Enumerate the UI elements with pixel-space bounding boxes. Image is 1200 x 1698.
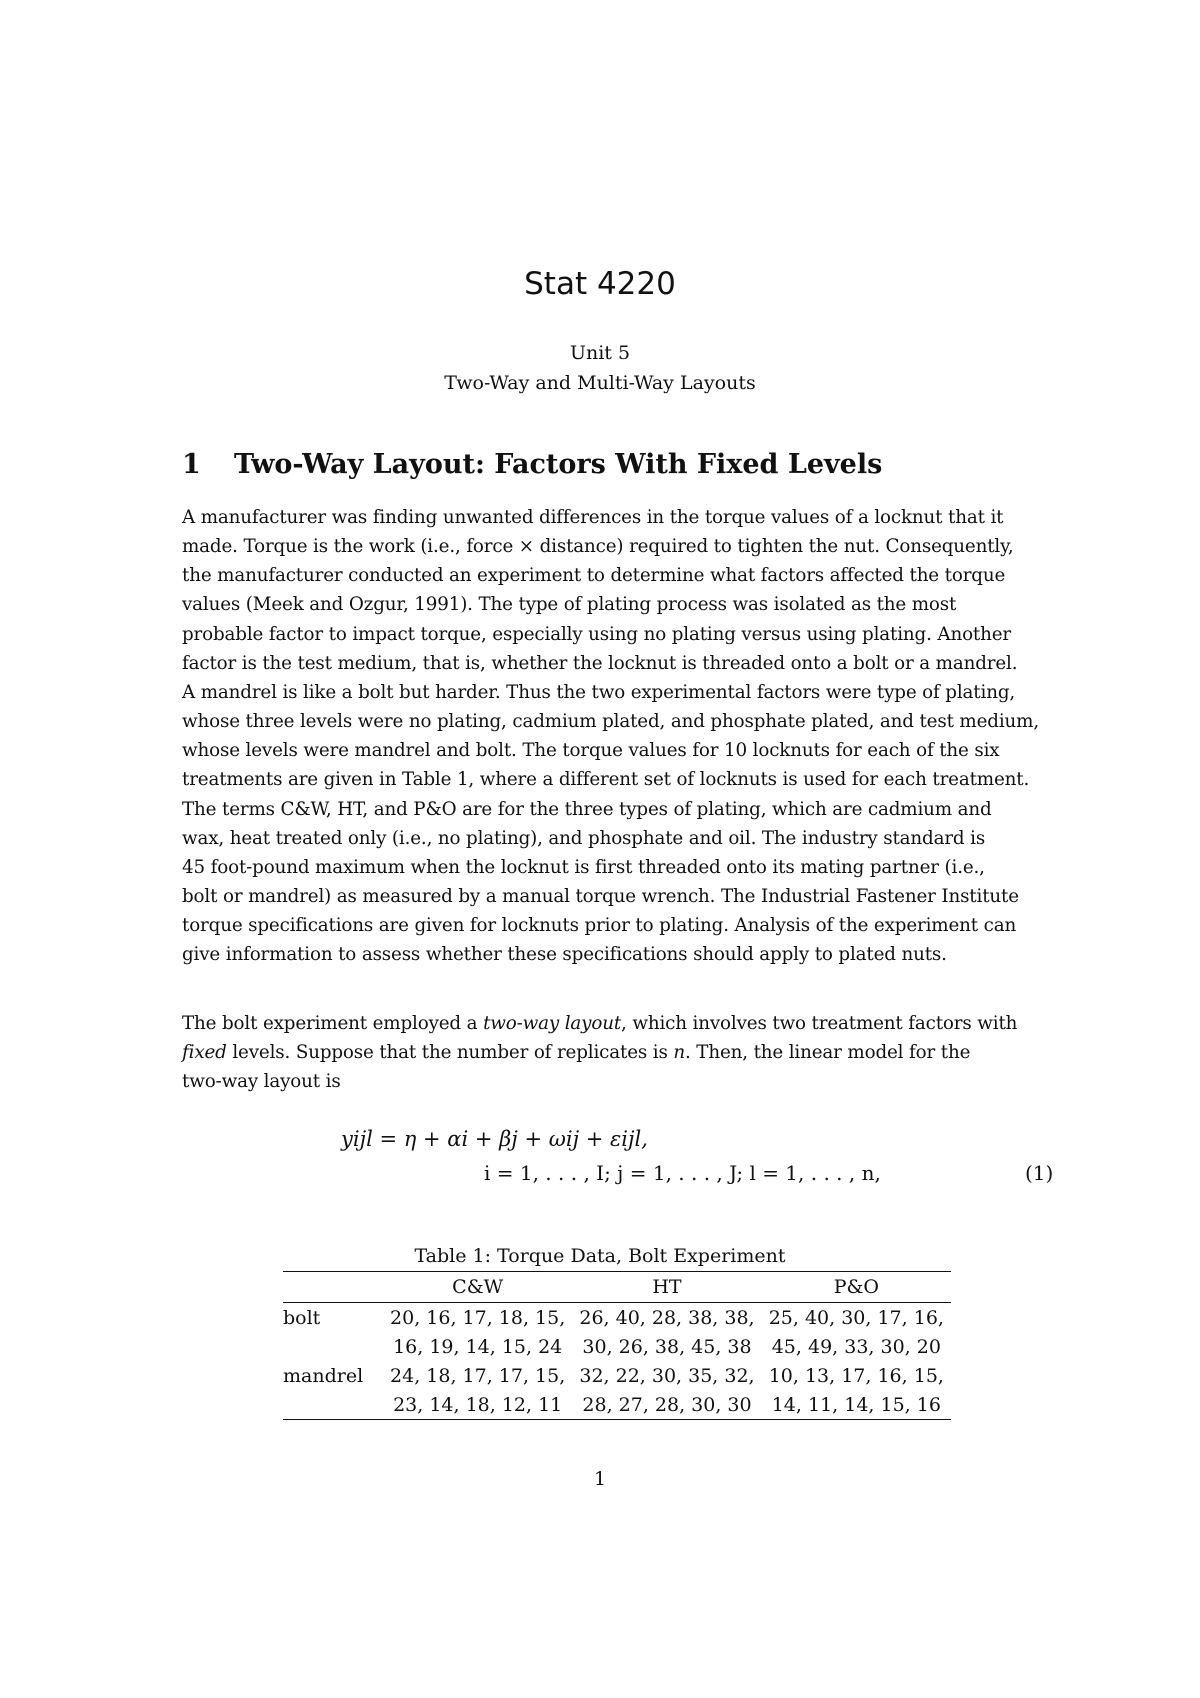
text-line: factor is the test medium, that is, whether the locknut is threaded onto a bolt or a mandrel.: [182, 652, 1018, 674]
text-line: two-way layout is: [182, 1071, 341, 1093]
section-heading: [182, 447, 1062, 483]
table-cell: 16, 19, 14, 15, 24: [393, 1335, 563, 1358]
table-header-cell: P&O: [833, 1276, 879, 1298]
text-line: A mandrel is like a bolt but harder. Thus the two experimental factors were type of plating,: [182, 681, 1016, 703]
equation-line-2: i = 1, . . . , I; j = 1, . . . , J; l = 1, . . . , n,: [484, 1161, 881, 1185]
text-line: The bolt experiment employed a two-way layout, which involves two treatment factors with: [182, 1013, 1018, 1034]
paragraph-model: [182, 1009, 1060, 1096]
text-line: 45 foot-pound maximum when the locknut is first threaded onto its mating partner (i.e.,: [182, 856, 985, 878]
table-cell: 20, 16, 17, 18, 15,: [390, 1306, 566, 1329]
text-line: probable factor to impact torque, especially using no plating versus using plating. Another: [182, 623, 1012, 645]
table-cell: 28, 27, 28, 30, 30: [582, 1393, 752, 1416]
text-line: bolt or mandrel) as measured by a manual torque wrench. The Industrial Fastener Institute: [182, 886, 1019, 908]
emphasis-term: fixed: [182, 1042, 227, 1064]
table-header-cell: C&W: [452, 1276, 504, 1298]
text-line: fixed levels. Suppose that the number of replicates is n. Then, the linear model for the: [182, 1042, 971, 1064]
table-cell: 32, 22, 30, 35, 32,: [579, 1364, 755, 1387]
row-label: [283, 1390, 383, 1420]
row-label: [283, 1332, 383, 1361]
text-line: torque specifications are given for locknuts prior to plating. Analysis of the experiment can: [182, 915, 1017, 937]
table-cell: 10, 13, 17, 16, 15,: [768, 1364, 944, 1387]
text-line: whose three levels were no plating, cadmium plated, and phosphate plated, and test medium,: [182, 711, 1040, 733]
page-number: 1: [593, 1468, 607, 1490]
table-cell: 45, 49, 33, 30, 20: [771, 1335, 941, 1358]
text-line: give information to assess whether these specifications should apply to plated nuts.: [182, 944, 947, 966]
text-line: whose levels were mandrel and bolt. The torque values for 10 locknuts for each of the six: [182, 740, 1000, 762]
section-number: 1: [182, 449, 201, 480]
row-label: bolt: [283, 1306, 321, 1329]
text-line: wax, heat treated only (i.e., no plating), and phosphate and oil. The industry standard is: [182, 827, 986, 849]
text-line: treatments are given in Table 1, where a different set of locknuts is used for each treatment.: [182, 769, 1030, 791]
document-subtitle: Two-Way and Multi-Way Layouts: [444, 372, 756, 394]
table-row: [283, 1332, 951, 1361]
text-line: the manufacturer conducted an experiment to determine what factors affected the torque: [182, 565, 1006, 587]
unit-label: Unit 5: [569, 342, 631, 364]
text-line: values (Meek and Ozgur, 1991). The type of plating process was isolated as the most: [182, 594, 957, 616]
table-header-cell: [283, 1272, 383, 1303]
document-title: Stat 4220: [524, 266, 676, 302]
table-header-cell: HT: [652, 1276, 682, 1298]
torque-data-table: [283, 1271, 951, 1420]
table-row: [283, 1303, 951, 1333]
equation-number: (1): [1025, 1161, 1054, 1185]
table-row: [283, 1361, 951, 1390]
paragraph-intro: [182, 503, 1060, 970]
table-cell: 25, 40, 30, 17, 16,: [768, 1306, 944, 1329]
table-caption: Table 1: Torque Data, Bolt Experiment: [414, 1245, 786, 1267]
text-line: made. Torque is the work (i.e., force × distance) required to tighten the nut. Consequently,: [182, 536, 1014, 558]
section-title: Two-Way Layout: Factors With Fixed Levels: [234, 449, 883, 480]
text-line: A manufacturer was finding unwanted differences in the torque values of a locknut that it: [182, 507, 1004, 528]
emphasis-term: two-way layout: [483, 1013, 622, 1034]
table-cell: 24, 18, 17, 17, 15,: [390, 1364, 566, 1387]
row-label: mandrel: [283, 1364, 364, 1387]
text-line: The terms C&W, HT, and P&O are for the three types of plating, which are cadmium and: [182, 798, 992, 820]
table-row: [283, 1390, 951, 1420]
table-cell: 26, 40, 28, 38, 38,: [579, 1306, 755, 1329]
table-header-row: [283, 1272, 951, 1303]
table-cell: 23, 14, 18, 12, 11: [393, 1393, 563, 1416]
equation-line-1: yijl = η + αi + βj + ωij + εijl,: [341, 1127, 648, 1151]
table-cell: 30, 26, 38, 45, 38: [582, 1335, 752, 1358]
table-cell: 14, 11, 14, 15, 16: [771, 1393, 941, 1416]
